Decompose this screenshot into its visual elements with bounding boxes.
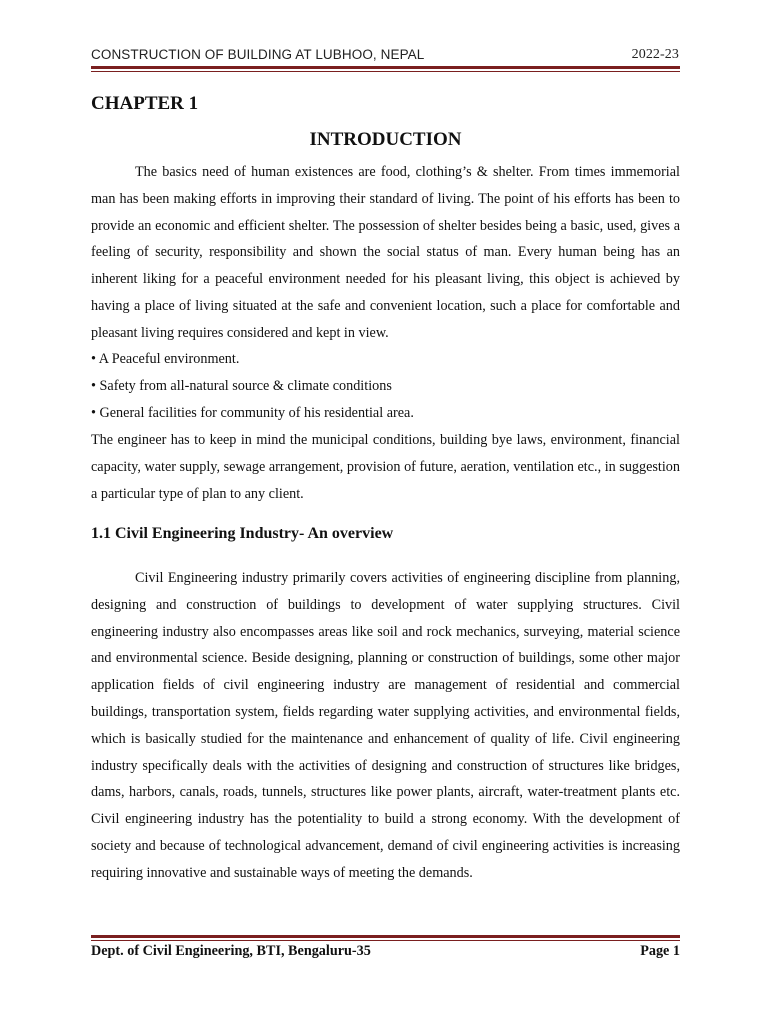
engineer-paragraph: The engineer has to keep in mind the municipal conditions, building bye laws, environment, financial capacity, water supply, sewage arrangement, provision of future, aeration, ventilation etc., in suggestion a particular type of plan to any client.	[91, 432, 680, 502]
footer-department: Dept. of Civil Engineering, BTI, Bengaluru-35	[91, 943, 371, 959]
bullet-item: • Safety from all-natural source & climate conditions	[91, 378, 392, 394]
section-paragraph: Civil Engineering industry primarily covers activities of engineering discipline from planning, designing and construction of buildings to development of water supplying structures. Civil engineering industry also encompasses areas like soil and rock mechanics, surveying, material science and environmental science. Beside designing, planning or construction of buildings, some other major application fields of civil engineering industry are management of residential and commercial buildings, transportation system, fields regarding water supplying activities, and environmental fields, which is basically studied for the maintenance and enhancement of quality of life. Civil engineering industry specifically deals with the activities of designing and construction of structures like bridges, dams, harbors, canals, roads, tunnels, structures like power plants, aircraft, water-treatment plants etc. Civil engineering industry has the potentiality to build a strong economy. With the development of society and because of technological advancement, demand of civil engineering activities is increasing requiring innovative and sustainable ways of meeting the demands.	[91, 570, 680, 881]
footer-rule-thin	[91, 940, 680, 941]
page-number: Page 1	[640, 943, 680, 959]
section-heading: 1.1 Civil Engineering Industry- An overview	[91, 525, 394, 542]
chapter-heading: CHAPTER 1	[91, 93, 199, 114]
page-header	[91, 47, 679, 67]
bullet-item: • A Peaceful environment.	[91, 351, 240, 367]
intro-paragraph: The basics need of human existences are food, clothing’s & shelter. From times immemorial man has been making efforts in improving their standard of living. The point of his efforts has been to provide an economic and efficient shelter. The possession of shelter besides being a basic, used, gives a feeling of security, responsibility and shown the social status of man. Every human being has an inherent liking for a peaceful environment needed for his pleasant living, this object is achieved by having a place of living situated at the safe and convenient location, such a place for comfortable and pleasant living requires considered and kept in view.	[91, 164, 680, 341]
header-year: 2022-23	[631, 47, 679, 62]
bullet-item: • General facilities for community of his residential area.	[91, 405, 414, 421]
footer-rule-thick	[91, 935, 680, 938]
introduction-title: INTRODUCTION	[309, 129, 462, 150]
header-title: CONSTRUCTION OF BUILDING AT LUBHOO, NEPAL	[91, 47, 425, 62]
header-rule-thick	[91, 66, 680, 69]
header-rule-thin	[91, 71, 680, 72]
